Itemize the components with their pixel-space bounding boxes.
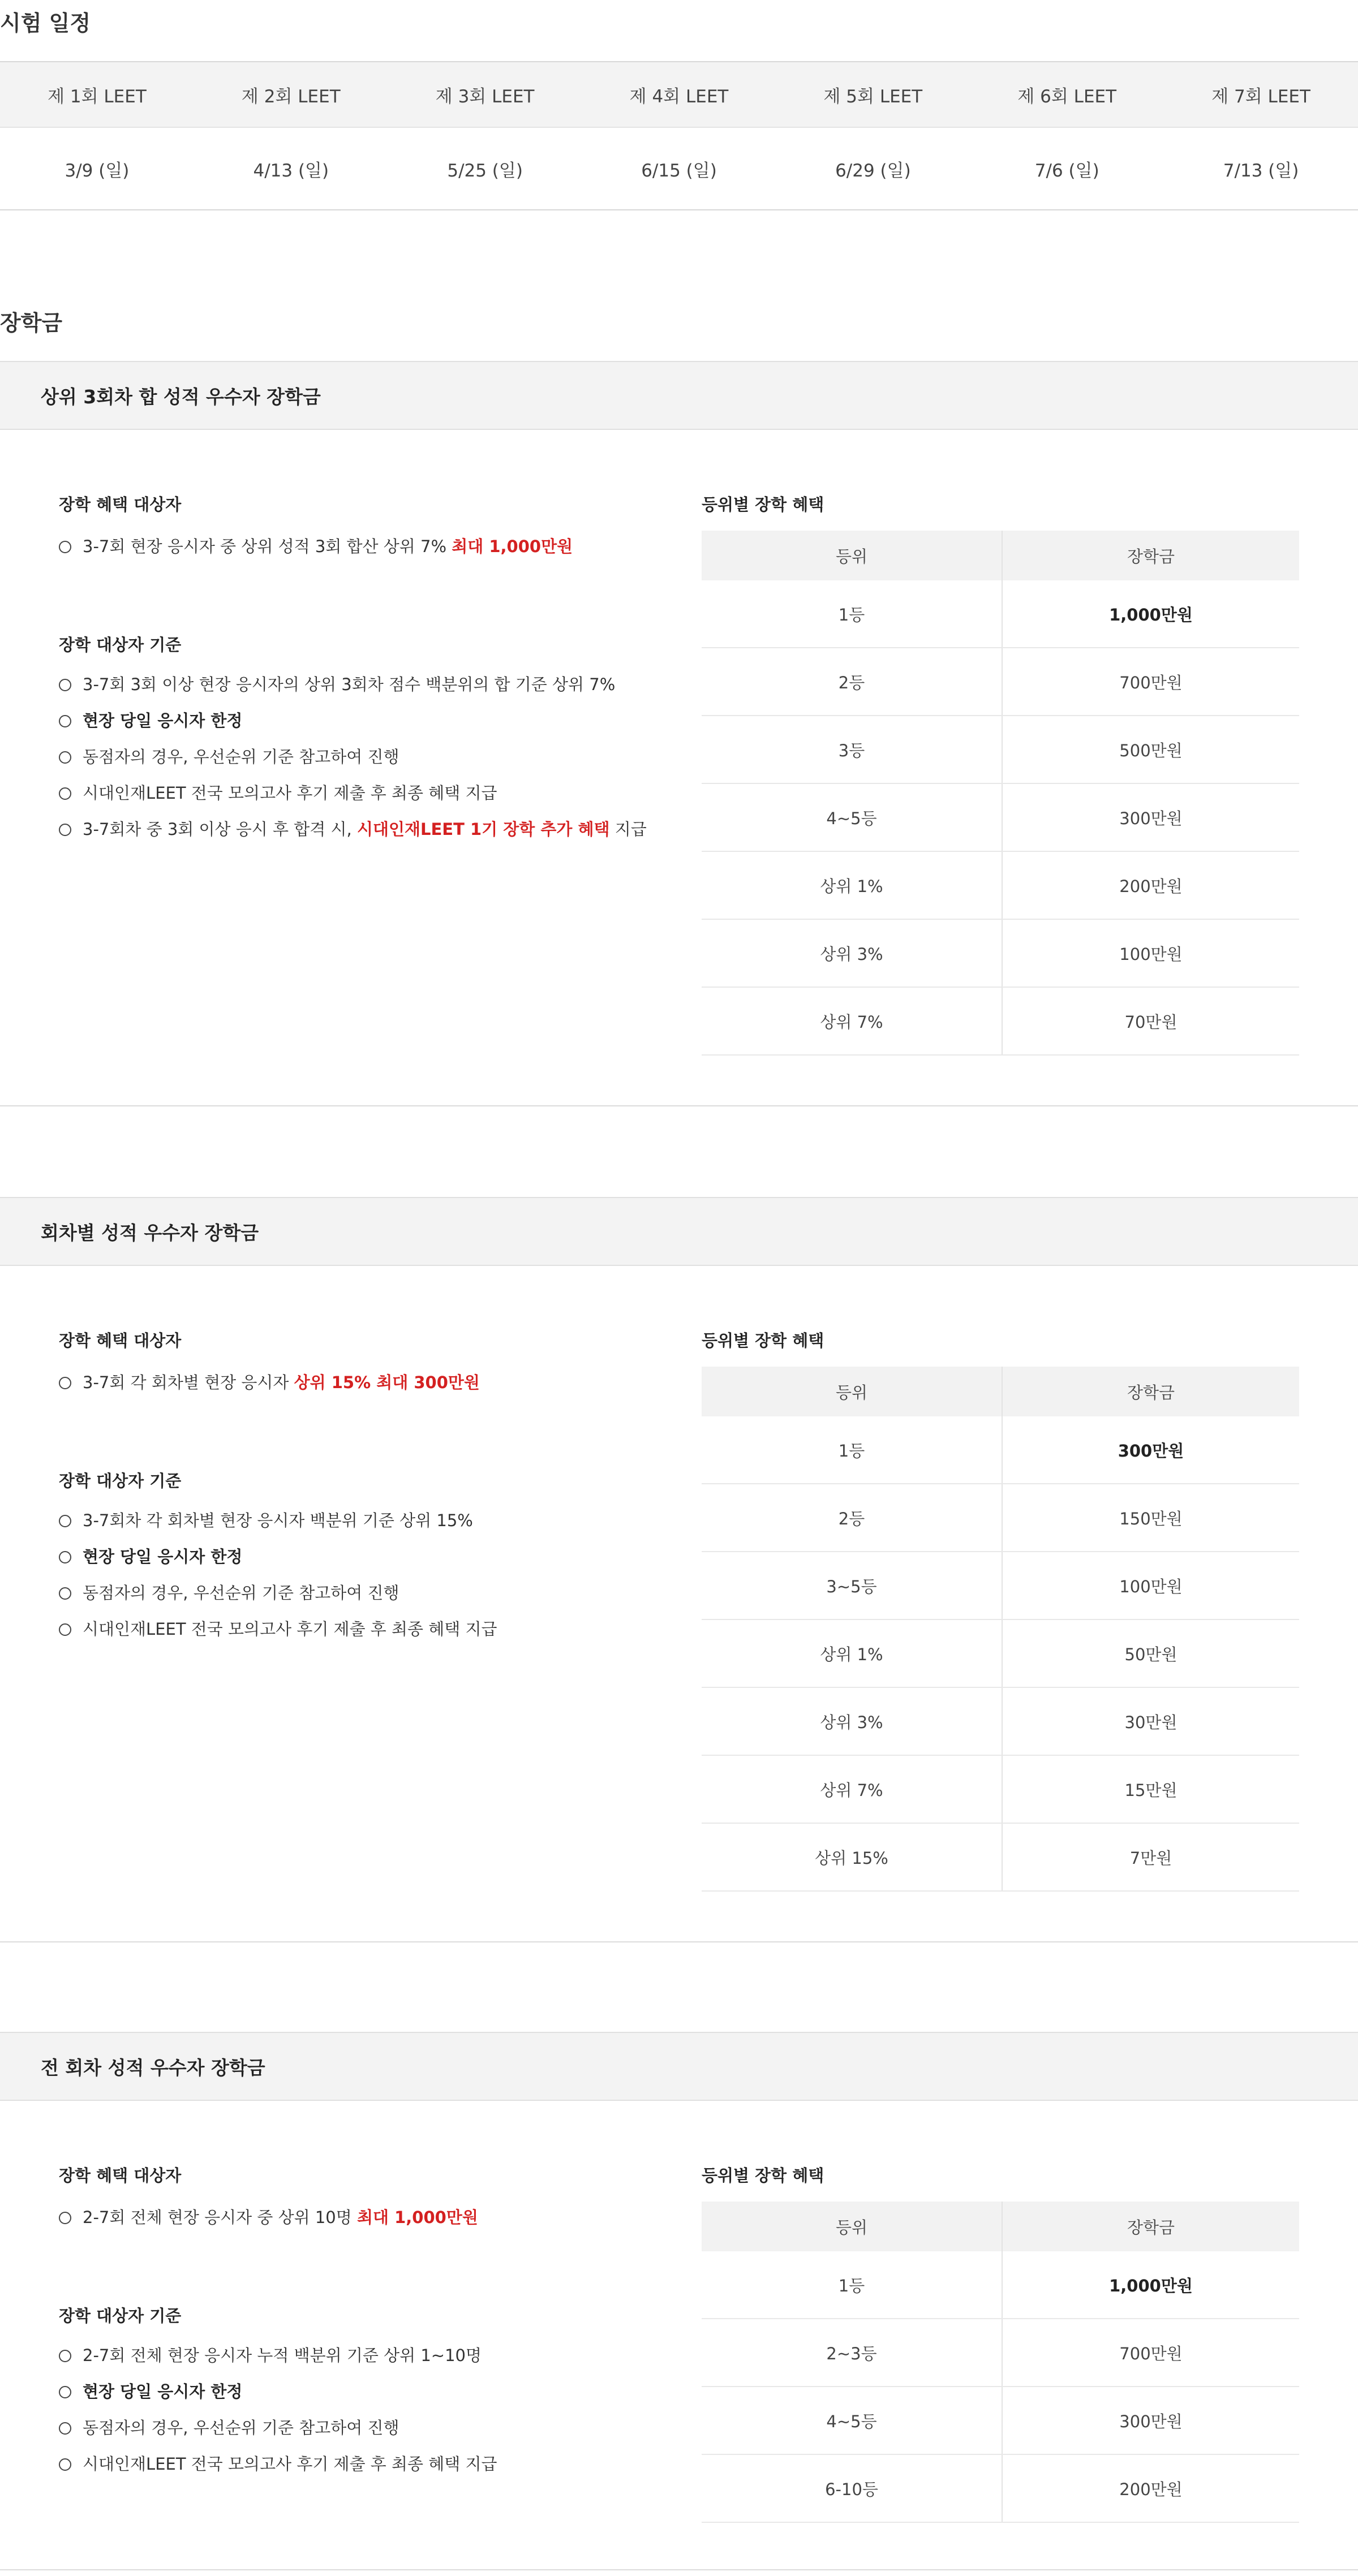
table-row: 4~5등 300만원 [702, 783, 1299, 851]
col-amount: 장학금 [1002, 1367, 1299, 1416]
exam-round-header-row [0, 61, 1358, 128]
target-highlight: 상위 15% 최대 300만원 [294, 1373, 480, 1392]
exam-date-5: 6/29 (일) [835, 160, 911, 181]
criteria-item: 현장 당일 응시자 한정 [59, 703, 647, 739]
exam-date-3: 5/25 (일) [447, 160, 523, 181]
criteria-highlight: 시대인재LEET 1기 장학 추가 혜택 [356, 820, 610, 839]
table-row: 3등 500만원 [702, 716, 1299, 783]
target-highlight: 최대 1,000만원 [452, 537, 573, 556]
criteria-heading: 장학 대상자 기준 [59, 1471, 182, 1491]
table-row: 2~3등 700만원 [702, 2319, 1299, 2387]
exam-date-row [0, 128, 1358, 210]
table-row: 1등 1,000만원 [702, 580, 1299, 648]
target-highlight: 최대 1,000만원 [356, 2208, 478, 2227]
scholarship-block-top3-sum [0, 361, 1358, 1032]
criteria-item: 시대인재LEET 전국 모의고사 후기 제출 후 최종 혜택 지급 [59, 775, 647, 811]
table-row: 상위 7% 15만원 [702, 1755, 1299, 1823]
col-rank: 등위 [702, 531, 1002, 580]
criteria-item: 2-7회 전체 현장 응시자 누적 백분위 기준 상위 1~10명 [59, 2337, 497, 2373]
block-divider [0, 1941, 1358, 1942]
criteria-item: 동점자의 경우, 우선순위 기준 참고하여 진행 [59, 2410, 497, 2446]
target-description: 3-7회 현장 응시자 중 상위 성적 3회 합산 상위 7% 최대 1,000만원 [59, 534, 573, 557]
circle-bullet-icon [59, 1377, 71, 1389]
criteria-item: 3-7회차 각 회차별 현장 응시자 백분위 기준 상위 15% [59, 1502, 497, 1539]
exam-round-6: 제 6회 LEET [1017, 86, 1117, 107]
target-heading: 장학 혜택 대상자 [59, 1331, 182, 1350]
block-divider [0, 1105, 1358, 1106]
exam-schedule-title: 시험 일정 [0, 11, 91, 36]
block-title: 회차별 성적 우수자 장학금 [41, 1221, 259, 1244]
table-row: 6-10등 200만원 [702, 2454, 1299, 2522]
exam-schedule-table [0, 61, 1358, 210]
criteria-heading: 장학 대상자 기준 [59, 2306, 182, 2325]
criteria-item: 시대인재LEET 전국 모의고사 후기 제출 후 최종 혜택 지급 [59, 2446, 497, 2482]
criteria-list [59, 1502, 497, 1647]
exam-round-1: 제 1회 LEET [48, 86, 147, 107]
table-row: 상위 1% 200만원 [702, 851, 1299, 919]
rank-table-heading: 등위별 장학 혜택 [702, 495, 824, 514]
exam-date-7: 7/13 (일) [1223, 160, 1299, 181]
col-amount: 장학금 [1002, 2202, 1299, 2251]
rank-table-header [702, 2202, 1299, 2251]
rank-table-heading: 등위별 장학 혜택 [702, 1331, 824, 1350]
rank-table-header [702, 1367, 1299, 1416]
criteria-heading: 장학 대상자 기준 [59, 635, 182, 654]
col-rank: 등위 [702, 2202, 1002, 2251]
scholarship-block-all-rounds [0, 2032, 1358, 2499]
circle-bullet-icon [59, 541, 71, 553]
circle-bullet-icon [59, 715, 71, 727]
criteria-list [59, 2337, 497, 2482]
target-heading: 장학 혜택 대상자 [59, 2166, 182, 2185]
circle-bullet-icon [59, 2458, 71, 2471]
block-header [0, 1197, 1358, 1266]
exam-date-1: 3/9 (일) [65, 160, 130, 181]
circle-bullet-icon [59, 1551, 71, 1563]
table-row: 3~5등 100만원 [702, 1552, 1299, 1619]
exam-date-4: 6/15 (일) [641, 160, 717, 181]
criteria-item: 시대인재LEET 전국 모의고사 후기 제출 후 최종 혜택 지급 [59, 1611, 497, 1647]
criteria-item: 3-7회차 중 3회 이상 응시 후 합격 시, 시대인재LEET 1기 장학 추가 혜택 지급 [59, 811, 647, 847]
col-rank: 등위 [702, 1367, 1002, 1416]
rank-table [702, 2202, 1299, 2523]
table-row: 2등 700만원 [702, 648, 1299, 716]
criteria-item: 현장 당일 응시자 한정 [59, 1539, 497, 1575]
exam-round-5: 제 5회 LEET [823, 86, 923, 107]
col-amount: 장학금 [1002, 531, 1299, 580]
criteria-item: 동점자의 경우, 우선순위 기준 참고하여 진행 [59, 1575, 497, 1611]
exam-round-4: 제 4회 LEET [629, 86, 729, 107]
table-row: 상위 3% 30만원 [702, 1687, 1299, 1755]
rank-table-heading: 등위별 장학 혜택 [702, 2166, 824, 2185]
table-row: 상위 7% 70만원 [702, 987, 1299, 1055]
block-title: 전 회차 성적 우수자 장학금 [41, 2056, 265, 2079]
criteria-item: 3-7회 3회 이상 현장 응시자의 상위 3회차 점수 백분위의 합 기준 상위 7% [59, 666, 647, 703]
circle-bullet-icon [59, 751, 71, 764]
rank-table-header [702, 531, 1299, 580]
criteria-list [59, 666, 647, 847]
rank-table [702, 531, 1299, 1056]
block-title: 상위 3회차 합 성적 우수자 장학금 [41, 385, 321, 408]
block-header [0, 361, 1358, 430]
exam-round-3: 제 3회 LEET [435, 86, 535, 107]
table-row: 상위 1% 50만원 [702, 1619, 1299, 1687]
circle-bullet-icon [59, 2386, 71, 2398]
circle-bullet-icon [59, 679, 71, 691]
circle-bullet-icon [59, 2422, 71, 2435]
table-row: 1등 300만원 [702, 1416, 1299, 1484]
block-divider [0, 2569, 1358, 2570]
criteria-item: 동점자의 경우, 우선순위 기준 참고하여 진행 [59, 739, 647, 775]
table-row: 1등 1,000만원 [702, 2251, 1299, 2319]
circle-bullet-icon [59, 1623, 71, 1636]
scholarship-block-per-round [0, 1197, 1358, 1868]
block-header [0, 2032, 1358, 2101]
rank-table [702, 1367, 1299, 1892]
circle-bullet-icon [59, 2212, 71, 2224]
circle-bullet-icon [59, 787, 71, 800]
exam-date-6: 7/6 (일) [1034, 160, 1099, 181]
circle-bullet-icon [59, 824, 71, 836]
target-description: 2-7회 전체 현장 응시자 중 상위 10명 최대 1,000만원 [59, 2205, 478, 2228]
exam-round-7: 제 7회 LEET [1211, 86, 1310, 107]
criteria-item: 현장 당일 응시자 한정 [59, 2373, 497, 2410]
circle-bullet-icon [59, 1515, 71, 1527]
target-heading: 장학 혜택 대상자 [59, 495, 182, 514]
table-row: 4~5등 300만원 [702, 2387, 1299, 2454]
exam-date-2: 4/13 (일) [253, 160, 329, 181]
table-row: 상위 3% 100만원 [702, 919, 1299, 987]
circle-bullet-icon [59, 1587, 71, 1600]
table-row: 2등 150만원 [702, 1484, 1299, 1552]
target-description: 3-7회 각 회차별 현장 응시자 상위 15% 최대 300만원 [59, 1370, 480, 1393]
exam-round-2: 제 2회 LEET [241, 86, 341, 107]
table-row: 상위 15% 7만원 [702, 1823, 1299, 1891]
scholarship-title: 장학금 [0, 311, 63, 335]
circle-bullet-icon [59, 2350, 71, 2362]
